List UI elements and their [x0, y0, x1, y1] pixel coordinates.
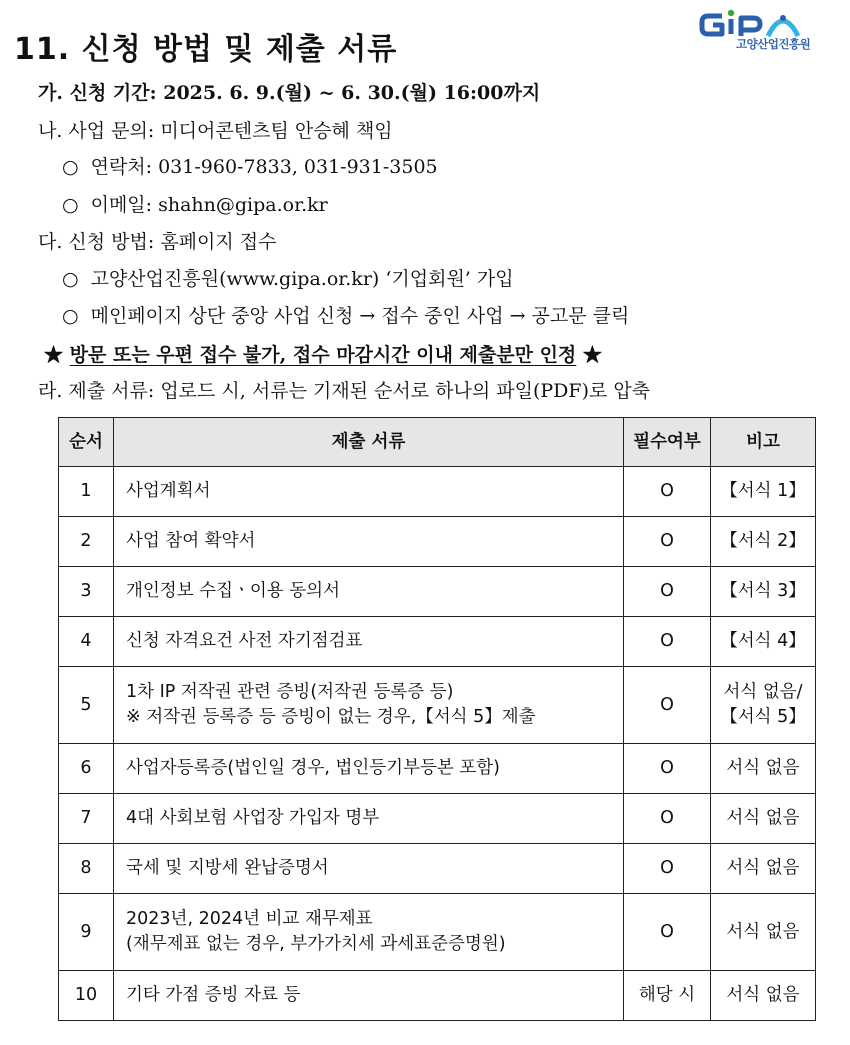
inquiry-heading: 나. 사업 문의: 미디어콘텐츠팀 안승혜 책임: [38, 120, 393, 142]
table-row: 8 국세 및 지방세 완납증명서 O 서식 없음: [59, 844, 816, 894]
required-documents-heading: 라. 제출 서류: 업로드 시, 서류는 기재된 순서로 하나의 파일(PDF)로 압축: [38, 380, 651, 402]
contact-phone: ○ 연락처: 031-960-7833, 031-931-3505: [62, 156, 438, 178]
table-row: 2 사업 참여 확약서 O 【서식 2】: [59, 517, 816, 567]
table-row: 5 1차 IP 저작권 관련 증빙(저작권 등록증 등) ※ 저작권 등록증 등 증빙이 없는 경우,【서식 5】제출 O 서식 없음/ 【서식 5】: [59, 667, 816, 744]
header-note: 비고: [711, 418, 816, 467]
contact-email: ○ 이메일: shahn@gipa.or.kr: [62, 194, 328, 216]
table-row: 3 개인정보 수집ㆍ이용 동의서 O 【서식 3】: [59, 567, 816, 617]
star-icon: ★: [44, 344, 64, 366]
table-row: 1 사업계획서 O 【서식 1】: [59, 467, 816, 517]
bullet-circle: ○: [62, 156, 79, 178]
table-row: 10 기타 가점 증빙 자료 등 해당 시 서식 없음: [59, 971, 816, 1021]
table-row: 6 사업자등록증(법인일 경우, 법인등기부등본 포함) O 서식 없음: [59, 744, 816, 794]
application-period: 가. 신청 기간: 2025. 6. 9.(월) ~ 6. 30.(월) 16:00까지: [38, 82, 541, 104]
header-order: 순서: [59, 418, 114, 467]
table-row: 4 신청 자격요건 사전 자기점검표 O 【서식 4】: [59, 617, 816, 667]
method-step-navigate: ○ 메인페이지 상단 중앙 사업 신청 → 접수 중인 사업 → 공고문 클릭: [62, 305, 630, 327]
star-icon: ★: [582, 344, 602, 366]
header-document: 제출 서류: [114, 418, 624, 467]
table-row: 9 2023년, 2024년 비교 재무제표 (재무제표 없는 경우, 부가가치세 과세표준증명원) O 서식 없음: [59, 894, 816, 971]
header-required: 필수여부: [624, 418, 711, 467]
table-row: 7 4대 사회보험 사업장 가입자 명부 O 서식 없음: [59, 794, 816, 844]
page-title: 11. 신청 방법 및 제출 서류: [14, 32, 398, 67]
application-method: 다. 신청 방법: 홈페이지 접수: [38, 231, 277, 253]
submission-notice: ★ 방문 또는 우편 접수 불가, 접수 마감시간 이내 제출분만 인정 ★: [44, 344, 602, 366]
bullet-circle: ○: [62, 305, 79, 327]
documents-table: [58, 417, 816, 1021]
method-step-signup: ○ 고양산업진흥원(www.gipa.or.kr) ‘기업회원’ 가입: [62, 268, 514, 290]
logo-subtitle: 고양산업진흥원: [736, 37, 811, 51]
bullet-circle: ○: [62, 194, 79, 216]
bullet-circle: ○: [62, 268, 79, 290]
table-header-row: [59, 418, 816, 467]
